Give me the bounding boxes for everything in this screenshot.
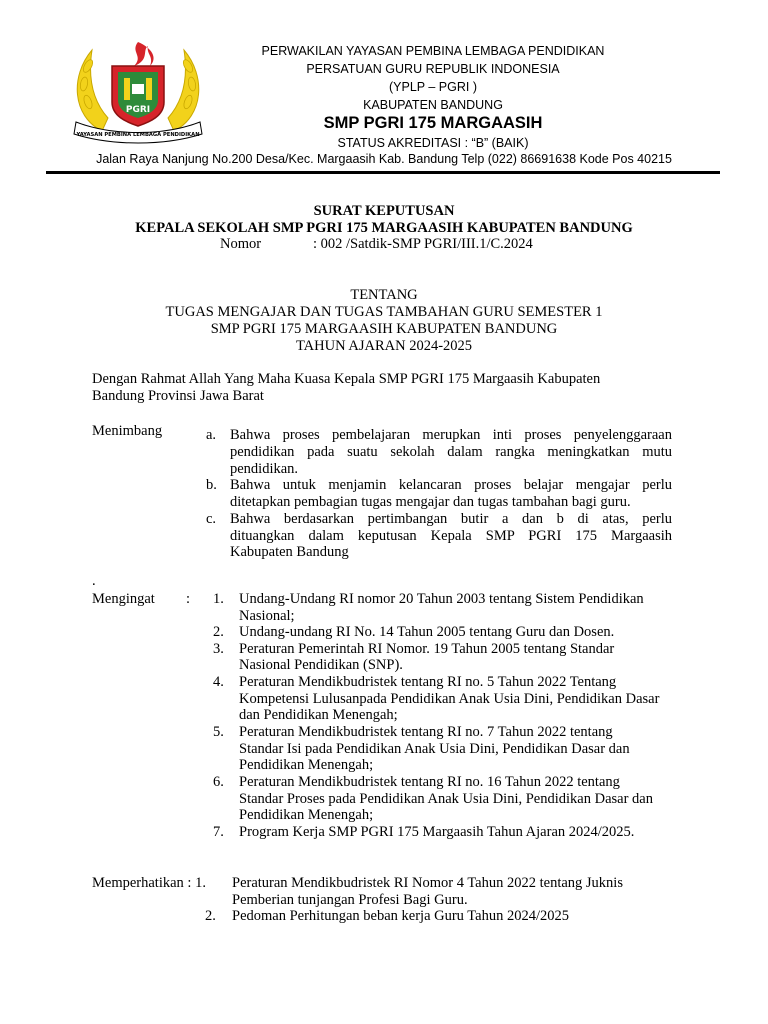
list-item-line: pendidikan. bbox=[230, 461, 299, 477]
letterhead-line3: (YPLP – PGRI ) bbox=[389, 80, 477, 94]
list-item-line: Pendidikan Menengah; bbox=[239, 757, 374, 773]
school-name: SMP PGRI 175 MARGAASIH bbox=[323, 114, 543, 132]
list-marker: 6. bbox=[213, 774, 224, 790]
list-item-line: Peraturan Mendikbudristek tentang RI no. 16 Tahun 2022 tentang bbox=[239, 774, 620, 790]
stray-dot: . bbox=[92, 573, 96, 589]
mengingat-label: Mengingat bbox=[92, 591, 155, 607]
list-item-line: Undang-Undang RI nomor 20 Tahun 2003 tentang Sistem Pendidikan bbox=[239, 591, 644, 607]
list-marker: 2. bbox=[205, 908, 216, 924]
list-marker: 3. bbox=[213, 641, 224, 657]
logo-ribbon-text: YAYASAN PEMBINA LEMBAGA PENDIDIKAN bbox=[76, 132, 200, 138]
list-item-line: Undang-undang RI No. 14 Tahun 2005 tentang Guru dan Dosen. bbox=[239, 624, 615, 640]
decree-heading: SURAT KEPUTUSAN bbox=[313, 203, 455, 219]
list-item-line: Peraturan Pemerintah RI Nomor. 19 Tahun 2005 tentang Standar bbox=[239, 641, 615, 657]
list-item-line: Standar Proses pada Pendidikan Anak Usia Dini, Pendidikan Dasar dan bbox=[239, 791, 653, 807]
list-item-line: Pendidikan Menengah; bbox=[239, 807, 374, 823]
tentang-line1: TUGAS MENGAJAR DAN TUGAS TAMBAHAN GURU SEMESTER 1 bbox=[165, 304, 603, 320]
mengingat-colon: : bbox=[186, 591, 191, 607]
intro-line2: Bandung Provinsi Jawa Barat bbox=[92, 388, 264, 404]
letterhead-line1: PERWAKILAN YAYASAN PEMBINA LEMBAGA PENDIDIKAN bbox=[261, 44, 605, 58]
list-item-line: Peraturan Mendikbudristek tentang RI no. 7 Tahun 2022 tentang bbox=[239, 724, 613, 740]
list-item-line: Bahwa untuk menjamin kelancaran proses belajar mengajar perlu bbox=[230, 477, 672, 493]
list-marker: c. bbox=[206, 511, 217, 527]
nomor-label: Nomor bbox=[220, 236, 262, 252]
list-marker: 2. bbox=[213, 624, 224, 640]
list-item-line: Kompetensi Lulusanpada Pendidikan Anak Usia Dini, Pendidikan Dasar bbox=[239, 691, 660, 707]
list-item-line: dan Pendidikan Menengah; bbox=[239, 707, 398, 723]
accreditation-status: STATUS AKREDITASI : “B” (BAIK) bbox=[337, 136, 529, 150]
list-item-line: Peraturan Mendikbudristek tentang RI no. 5 Tahun 2022 Tentang bbox=[239, 674, 617, 690]
tentang-label: TENTANG bbox=[350, 287, 418, 303]
list-item-line: dituangkan dalam keputusan Kepala SMP PGRI 175 Margaasih bbox=[230, 528, 672, 544]
menimbang-label: Menimbang bbox=[92, 423, 163, 439]
intro-line1: Dengan Rahmat Allah Yang Maha Kuasa Kepala SMP PGRI 175 Margaasih Kabupaten bbox=[92, 371, 601, 387]
list-item-line: Pedoman Perhitungan beban kerja Guru Tahun 2024/2025 bbox=[232, 908, 569, 924]
list-item-line: Pemberian tunjangan Profesi Bagi Guru. bbox=[232, 892, 468, 908]
list-marker: 1. bbox=[213, 591, 224, 607]
list-marker: b. bbox=[206, 477, 217, 493]
list-item-line: ditetapkan pembagian tugas mengajar dan tugas tambahan bagi guru. bbox=[230, 494, 631, 510]
list-marker: 5. bbox=[213, 724, 224, 740]
list-item-line: Bahwa proses pembelajaran merupkan inti proses penyelenggaraan bbox=[230, 427, 672, 443]
list-marker: a. bbox=[206, 427, 217, 443]
letterhead-line4: KABUPATEN BANDUNG bbox=[363, 98, 503, 112]
letterhead-line2: PERSATUAN GURU REPUBLIK INDONESIA bbox=[306, 62, 560, 76]
school-address: Jalan Raya Nanjung No.200 Desa/Kec. Margaasih Kab. Bandung Telp (022) 86691638 Kode Pos 40215 bbox=[96, 152, 672, 166]
decree-subheading: KEPALA SEKOLAH SMP PGRI 175 MARGAASIH KABUPATEN BANDUNG bbox=[135, 220, 633, 236]
list-marker: 4. bbox=[213, 674, 224, 690]
list-item-line: Kabupaten Bandung bbox=[230, 544, 349, 560]
list-item-line: Nasional Pendidikan (SNP). bbox=[239, 657, 403, 673]
pgri-logo bbox=[62, 36, 214, 148]
list-item-line: pendidikan pada suatu sekolah dalam rangka meningkatkan mutu bbox=[230, 444, 672, 460]
list-item-line: Standar Isi pada Pendidikan Anak Usia Dini, Pendidikan Dasar dan bbox=[239, 741, 630, 757]
list-item-line: Peraturan Mendikbudristek RI Nomor 4 Tahun 2022 tentang Juknis bbox=[232, 875, 623, 891]
logo-text: PGRI bbox=[125, 105, 151, 115]
list-marker: 7. bbox=[213, 824, 224, 840]
memperhatikan-label: Memperhatikan : 1. bbox=[92, 875, 206, 891]
list-item-line: Program Kerja SMP PGRI 175 Margaasih Tahun Ajaran 2024/2025. bbox=[239, 824, 635, 840]
tentang-line2: SMP PGRI 175 MARGAASIH KABUPATEN BANDUNG bbox=[210, 321, 558, 337]
letterhead-divider bbox=[46, 171, 720, 174]
list-item-line: Nasional; bbox=[239, 608, 295, 624]
nomor-value: : 002 /Satdik-SMP PGRI/III.1/C.2024 bbox=[313, 236, 533, 252]
tentang-line3: TAHUN AJARAN 2024-2025 bbox=[295, 338, 473, 354]
list-item-line: Bahwa berdasarkan pertimbangan butir a dan b di atas, perlu bbox=[230, 511, 672, 527]
